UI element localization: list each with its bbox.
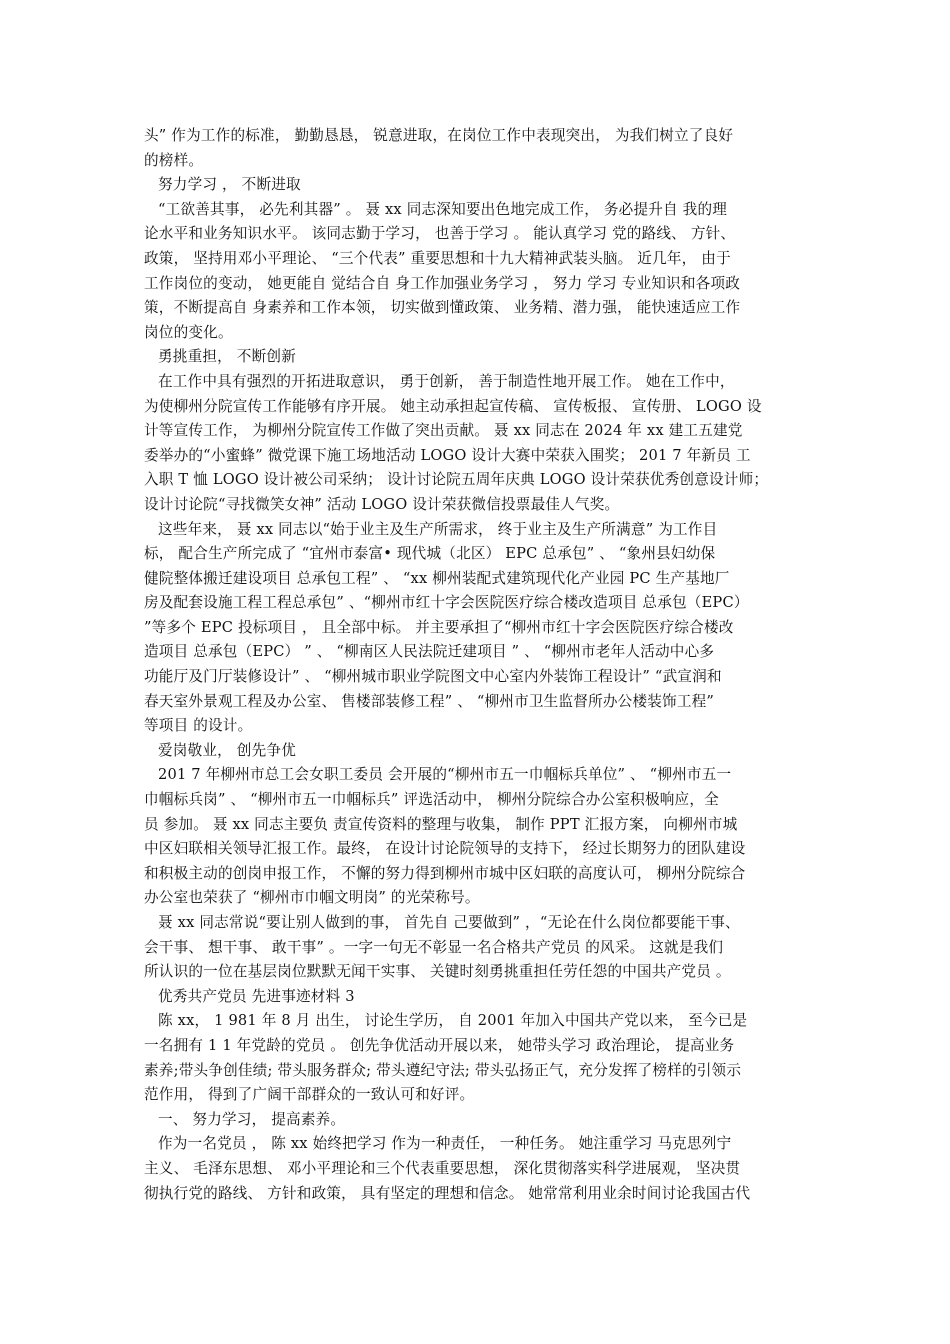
text-line: 房及配套设施工程工程总承包” 、“柳州市红十字会医院医疗综合楼改造项目 总承包（EPC）: [144, 594, 749, 612]
text-line: 春天室外景观工程及办公室、 售楼部装修工程” 、 “柳州市卫生监督所办公楼装饰工程”: [144, 692, 715, 710]
text-line: 主义、 毛泽东思想、 邓小平理论和三个代表重要思想， 深化贯彻落实科学进展观， 坚决贯: [144, 1159, 741, 1177]
text-line: 一、 努力学习， 提高素养。: [158, 1110, 346, 1128]
text-line: 201 7 年柳州市总工会女职工委员 会开展的“柳州市五一巾帼标兵单位” 、 “柳州市五一: [158, 766, 732, 784]
text-line: 为使柳州分院宣传工作能够有序开展。 她主动承担起宣传稿、 宣传板报、 宣传册、 LOGO 设: [144, 397, 762, 415]
text-line: 造项目 总承包（EPC） ” 、 “柳南区人民法院迁建项目 ” 、 “柳州市老年人活动中心多: [144, 643, 715, 661]
text-line: 彻执行党的路线、 方针和政策， 具有坚定的理想和信念。 她常常利用业余时间讨论我国古代: [144, 1184, 751, 1202]
text-line: 会干事、 想干事、 敢干事” 。一字一句无不彰显一名合格共产党员 的风采。 这就是我们: [144, 938, 724, 956]
text-line: 的榜样。: [144, 151, 204, 169]
text-line: 中区妇联相关领导汇报工作。最终， 在设计讨论院领导的支持下， 经过长期努力的团队建设: [144, 840, 746, 858]
text-line: 陈 xx， 1 981 年 8 月 出生， 讨论生学历， 自 2001 年加入中国共产党以来， 至今已是: [158, 1012, 748, 1030]
text-line: ”等多个 EPC 投标项目 ， 且全部中标。 并主要承担了“柳州市红十字会医院医疗综合楼改: [144, 618, 734, 636]
text-line: 计等宣传工作， 为柳州分院宣传工作做了突出贡献。 聂 xx 同志在 2024 年 xx 建工五建党: [144, 422, 743, 440]
text-line: 范作用， 得到了广阔干部群众的一致认可和好评。: [144, 1086, 475, 1104]
text-line: 作为一名党员 ， 陈 xx 始终把学习 作为一种责任， 一种任务。 她注重学习 马克思列宁: [158, 1135, 732, 1153]
text-line: 所认识的一位在基层岗位默默无闻干实事、 关键时刻勇挑重担任劳任怨的中国共产党员 。: [144, 963, 731, 981]
text-line: “工欲善其事， 必先利其器” 。 聂 xx 同志深知要出色地完成工作， 务必提升自 我的理: [158, 200, 728, 218]
text-line: 岗位的变化。: [144, 323, 233, 341]
text-line: 优秀共产党员 先进事迹材料 3: [158, 987, 355, 1005]
text-line: 素养;带头争创佳绩; 带头服务群众; 带头遵纪守法; 带头弘扬正气，充分发挥了榜样的引领示: [144, 1061, 742, 1079]
text-line: 论水平和业务知识水平。 该同志勤于学习， 也善于学习 。 能认真学习 党的路线、 方针、: [144, 225, 736, 243]
text-line: 等项目 的设计。: [144, 717, 253, 735]
text-line: 设计讨论院“寻找微笑女神” 活动 LOGO 设计荣获微信投票最佳人气奖。: [144, 495, 620, 513]
text-line: 办公室也荣获了 “柳州市巾帼文明岗” 的光荣称号。: [144, 889, 480, 907]
text-line: 功能厅及门厅装修设计” 、 “柳州城市职业学院图文中心室内外装饰工程设计” “武宣润和: [144, 668, 722, 686]
text-line: 委举办的“小蜜蜂” 微党课下施工场地活动 LOGO 设计大赛中荣获入围奖； 201 7 年新员 工: [144, 446, 751, 464]
text-line: 入职 T 恤 LOGO 设计被公司采纳； 设计讨论院五周年庆典 LOGO 设计荣获优秀创意设计师；: [144, 471, 769, 489]
text-line: 员 参加。 聂 xx 同志主要负 责宣传资料的整理与收集， 制作 PPT 汇报方案， 向柳州市城: [144, 815, 738, 833]
text-line: 健院整体搬迁建设项目 总承包工程” 、 “xx 柳州装配式建筑现代化产业园 PC 生产基地厂: [144, 569, 730, 587]
text-line: 聂 xx 同志常说“要让别人做到的事， 首先自 己要做到” ，“无论在什么岗位都要能干事、: [158, 914, 740, 931]
text-line: 和积极主动的创岗申报工作， 不懈的努力得到柳州市城中区妇联的高度认可， 柳州分院综合: [144, 864, 746, 882]
text-line: 努力学习 ， 不断进取: [158, 176, 301, 194]
text-line: 这些年来， 聂 xx 同志以“始于业主及生产所需求， 终于业主及生产所满意” 为工作目: [158, 520, 718, 538]
text-line: 工作岗位的变动， 她更能自 觉结合自 身工作加强业务学习 ， 努力 学习 专业知识和各项政: [144, 274, 741, 292]
text-line: 巾帼标兵岗” 、 “柳州市五一巾帼标兵” 评选活动中， 柳州分院综合办公室积极响应，全: [144, 791, 719, 809]
text-line: 勇挑重担， 不断创新: [158, 348, 296, 366]
text-line: 标， 配合生产所完成了 “宜州市泰富• 现代城（北区） EPC 总承包” 、 “象州县妇幼保: [144, 545, 716, 563]
text-line: 一名拥有 1 1 年党龄的党员 。 创先争优活动开展以来， 她带头学习 政治理论， 提高业务: [144, 1036, 735, 1054]
text-line: 爱岗敬业， 创先争优: [158, 741, 296, 759]
text-line: 头” 作为工作的标准， 勤勤恳恳， 锐意进取，在岗位工作中表现突出， 为我们树立了良好: [144, 127, 734, 144]
document-body: [144, 124, 830, 1206]
text-line: 政策， 坚持用邓小平理论、 “三个代表” 重要思想和十九大精神武装头脑。 近几年， 由于: [144, 249, 731, 267]
text-line: 在工作中具有强烈的开拓进取意识， 勇于创新， 善于制造性地开展工作。 她在工作中，: [158, 372, 735, 390]
text-line: 策，不断提高自 身素养和工作本领， 切实做到懂政策、 业务精、潜力强， 能快速适应工作: [144, 299, 741, 317]
